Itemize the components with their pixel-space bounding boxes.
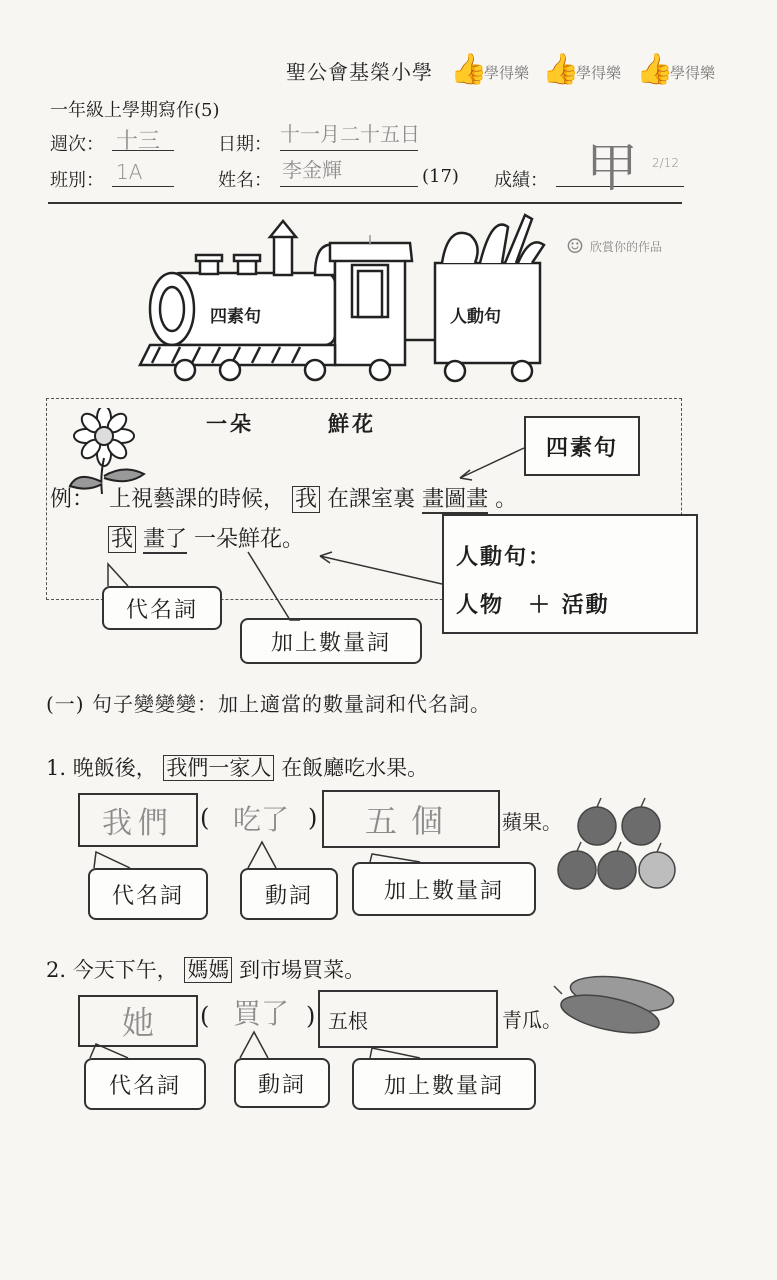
q1-pronoun-answer-box[interactable] <box>78 793 198 847</box>
question-pointers <box>0 840 777 1070</box>
name-value: 李金輝 <box>282 158 342 182</box>
callout-four-label: 四素句 <box>545 434 618 461</box>
example-line1-boxed: 我 <box>292 486 320 513</box>
q1-noun: 蘋果。 <box>502 810 562 834</box>
q2-verb-answer: 買了 <box>232 997 289 1030</box>
q2-noun: 青瓜。 <box>502 1008 562 1032</box>
q2-pronoun-label: 代名詞 <box>108 1073 181 1099</box>
grade-note: 2/12 <box>652 156 679 170</box>
example-line1-pre: 上視藝課的時候， <box>109 487 286 512</box>
q2-measure-answer: 五根 <box>328 1008 368 1033</box>
q1-verb-answer: 吃了 <box>232 803 289 836</box>
grade-value: 甲 <box>586 139 639 199</box>
q1-sentence <box>46 752 428 782</box>
example-title-a: 一朵 <box>206 411 254 436</box>
date-label: 日期： <box>218 134 272 155</box>
worksheet-title: 一年級上學期寫作(5) <box>50 100 220 121</box>
q1-verb-label: 動詞 <box>264 883 313 909</box>
q1-pronoun-label: 代名詞 <box>111 883 184 909</box>
student-number: (17) <box>422 166 459 187</box>
q1-sentence-post: 在飯廳吃水果。 <box>281 756 429 780</box>
example-line2-rest: 一朵鮮花。 <box>194 527 305 552</box>
callout-pronoun-label: 代名詞 <box>125 597 198 623</box>
q2-number: 2. <box>46 958 67 982</box>
q2-pronoun-answer: 她 <box>121 1004 154 1042</box>
motto-3: 學得樂 <box>670 64 716 82</box>
q1-measure-answer: 五個 <box>364 802 457 840</box>
q1-verb-paren-open: ( <box>200 804 210 832</box>
q2-verb-paren-open: ( <box>200 1002 210 1030</box>
q2-sentence-post: 到市場買菜。 <box>239 958 366 982</box>
motto-1: 學得樂 <box>484 64 530 82</box>
q1-verb-paren-close: ) <box>308 804 318 832</box>
stamp-text: 欣賞你的作品 <box>590 240 663 254</box>
q2-sentence-pre: 今天下午， <box>72 958 178 982</box>
q1-pronoun-answer: 我們 <box>102 806 174 841</box>
q2-verb-paren-close: ) <box>306 1002 316 1030</box>
thumbs-up-icon: 👍 <box>542 52 580 87</box>
callout-person-formula: 人物 ＋ 活動 <box>456 592 610 618</box>
q1-number: 1. <box>46 756 67 780</box>
wagon-label: 人動句 <box>450 307 501 327</box>
q2-measure-label: 加上數量詞 <box>383 1073 504 1099</box>
example-prefix: 例： <box>50 487 95 512</box>
engine-label: 四素句 <box>210 307 261 327</box>
name-label: 姓名： <box>218 170 272 191</box>
callout-person-title: 人動句： <box>456 544 553 570</box>
callout-measure-label: 加上數量詞 <box>270 630 391 656</box>
example-title-b: 鮮花 <box>328 411 376 436</box>
thumbs-up-icon: 👍 <box>450 52 488 87</box>
q1-measure-label: 加上數量詞 <box>383 878 504 904</box>
example-line1-underlined: 畫圖畫 <box>422 487 489 512</box>
motto-2: 學得樂 <box>576 64 622 82</box>
school-name: 聖公會基榮小學 <box>286 60 433 84</box>
section-heading: (一) 句子變變變：加上適當的數量詞和代名詞。 <box>46 692 491 716</box>
q2-sentence-boxed: 媽媽 <box>184 957 232 983</box>
example-line2-boxed: 我 <box>108 526 136 553</box>
grade-label: 成績： <box>494 170 548 191</box>
class-value: 1A <box>116 160 143 184</box>
example-line1-mid: 在課室裏 <box>327 487 416 512</box>
q2-verb-label: 動詞 <box>257 1072 306 1098</box>
date-value: 十一月二十五日 <box>280 122 420 146</box>
example-line2-underlined: 畫了 <box>143 527 188 552</box>
thumbs-up-icon: 👍 <box>636 52 674 87</box>
q1-verb-answer-field[interactable] <box>214 796 308 840</box>
smiley-icon: ☺ <box>566 234 584 258</box>
class-label: 班別： <box>50 170 104 191</box>
q1-sentence-boxed: 我們一家人 <box>163 755 274 781</box>
week-label: 週次： <box>50 134 104 155</box>
week-value: 十三 <box>116 129 161 154</box>
example-line1-end: 。 <box>495 487 518 512</box>
q1-sentence-pre: 晚飯後， <box>72 756 157 780</box>
